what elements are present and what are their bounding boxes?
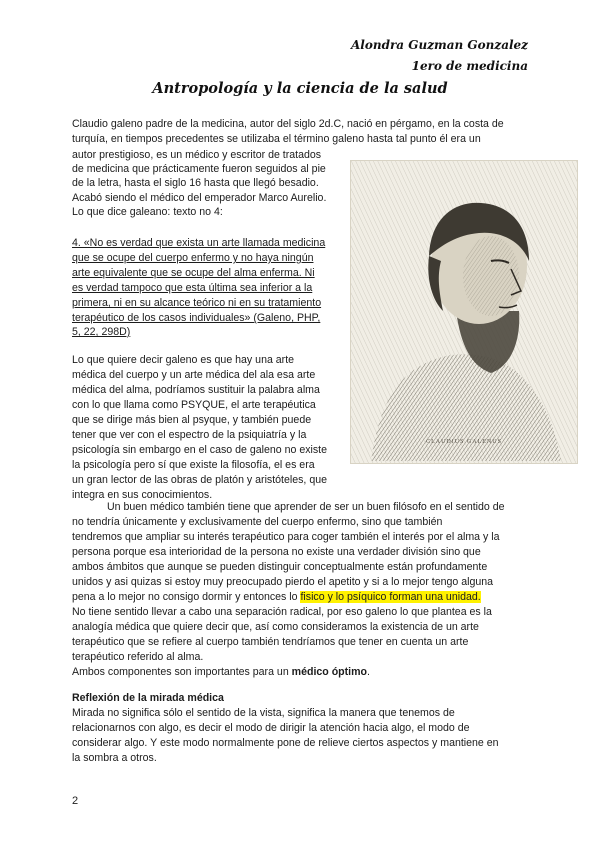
- quote-line: arte equivalente que se ocupe del alma enferma. Ni: [72, 267, 315, 279]
- body-text: Ambos componentes son importantes para un: [72, 666, 292, 678]
- quote-line: que se ocupe del cuerpo enfermo y no haya ningún: [72, 252, 314, 264]
- quote-line: 4. «No es verdad que exista un arte llamada medicina: [72, 237, 326, 249]
- body-line: integra en sus conocimientos.: [72, 489, 213, 501]
- galen-portrait-icon: [351, 161, 577, 463]
- intro-line: autor prestigioso, es un médico y escritor de tratados: [72, 149, 322, 161]
- quote-line: 5, 22, 298D): [72, 326, 131, 338]
- body-line: Un buen médico también tiene que aprender de ser un buen filósofo en el sentido de: [107, 501, 505, 513]
- body-line: relacionarnos con algo, es decir el modo de dirigir la atención hacia algo, el modo de: [72, 722, 470, 734]
- page-number: 2: [72, 795, 79, 807]
- body-line: Lo que quiere decir galeno es que hay una arte: [72, 354, 295, 366]
- quote-line: primera, ni en su alcance teórico ni en su tratamiento: [72, 297, 322, 309]
- quote-line: terapéutico de los casos individuales» (Galeno, PHP,: [72, 312, 321, 324]
- body-line: Mirada no significa sólo el sentido de la vista, significa la manera que tenemos de: [72, 707, 455, 719]
- body-line: tener que ver con el espectro de la psiquiatría y la: [72, 429, 307, 441]
- closing-line: [72, 665, 370, 680]
- body-line: persona porque esa interioridad de la persona no existe una verdader división sino que: [72, 546, 481, 558]
- body-line: tendremos que ampliar su interés terapéutico para coger también el interés por el alma y la: [72, 531, 500, 543]
- highlighted-line: [72, 590, 481, 605]
- section-heading: Reflexión de la mirada médica: [72, 692, 224, 704]
- intro-line: Lo que dice galeano: texto no 4:: [72, 206, 223, 218]
- intro-line: de medicina que prácticamente fueron seguidos al pie: [72, 163, 326, 175]
- author-name: Alondra Guzman Gonzalez: [351, 38, 528, 52]
- body-text: pena a lo mejor no consigo dormir y entonces lo: [72, 591, 301, 603]
- body-text: .: [367, 666, 370, 678]
- portrait-caption: CLAUDIUS GALENUS: [426, 439, 502, 445]
- galen-portrait-image: [350, 160, 578, 464]
- body-line: médica del cuerpo y un arte médica del ala esa arte: [72, 369, 316, 381]
- body-line: terapéutico referido al alma.: [72, 651, 204, 663]
- body-line: No tiene sentido llevar a cabo una separación radical, por eso galeno lo que plantea es la: [72, 606, 492, 618]
- body-line: con lo que llama como PSYQUE, el arte terapéutica: [72, 399, 316, 411]
- body-line: la sombra a otros.: [72, 752, 157, 764]
- body-line: la psicología pero sí que existe la filosofía, el es era: [72, 459, 315, 471]
- intro-line: de la letra, hasta el siglo 16 hasta que llegó besadio.: [72, 177, 319, 189]
- body-line: ambos ámbitos que aunque se pueden distinguir conceptualmente están profundamente: [72, 561, 488, 573]
- body-line: considerar algo. Y este modo normalmente pone de relieve ciertos aspectos y mantiene en: [72, 737, 499, 749]
- intro-line: Acabó siendo el médico del emperador Marco Aurelio.: [72, 192, 327, 204]
- document-title: Antropología y la ciencia de la salud: [152, 80, 448, 97]
- body-line: médica del alma, podríamos sustituir la palabra alma: [72, 384, 320, 396]
- intro-line: turquía, en tiempos precedentes se utilizaba el término galeno hasta tal punto él era un: [72, 133, 481, 145]
- body-line: que se dirige más bien al psyque, y también puede: [72, 414, 312, 426]
- body-line: un gran lector de las obras de platón y aristóteles, que: [72, 474, 327, 486]
- body-line: unidos y asi quizas si estoy muy preocupado pierdo el apetito y si a lo mejor tengo alguna: [72, 576, 494, 588]
- author-course: 1ero de medicina: [411, 59, 528, 73]
- bold-text: médico óptimo: [291, 666, 367, 678]
- body-line: psicología sin embargo en el caso de galeno no existe: [72, 444, 328, 456]
- body-line: terapéutico que se refiere al cuerpo también tendríamos que tener en cuenta un arte: [72, 636, 469, 648]
- highlighted-text: fisico y lo psíquico forman una unidad.: [300, 591, 481, 603]
- body-line: no tendría únicamente y exclusivamente del cuerpo enfermo, sino que también: [72, 516, 443, 528]
- body-line: analogía médica que quiere decir que, así como consideramos la existencia de un arte: [72, 621, 479, 633]
- intro-line: Claudio galeno padre de la medicina, autor del siglo 2d.C, nació en pérgamo, en la costa de: [72, 118, 504, 130]
- quote-line: es verdad tampoco que esta última sea inferior a la: [72, 282, 313, 294]
